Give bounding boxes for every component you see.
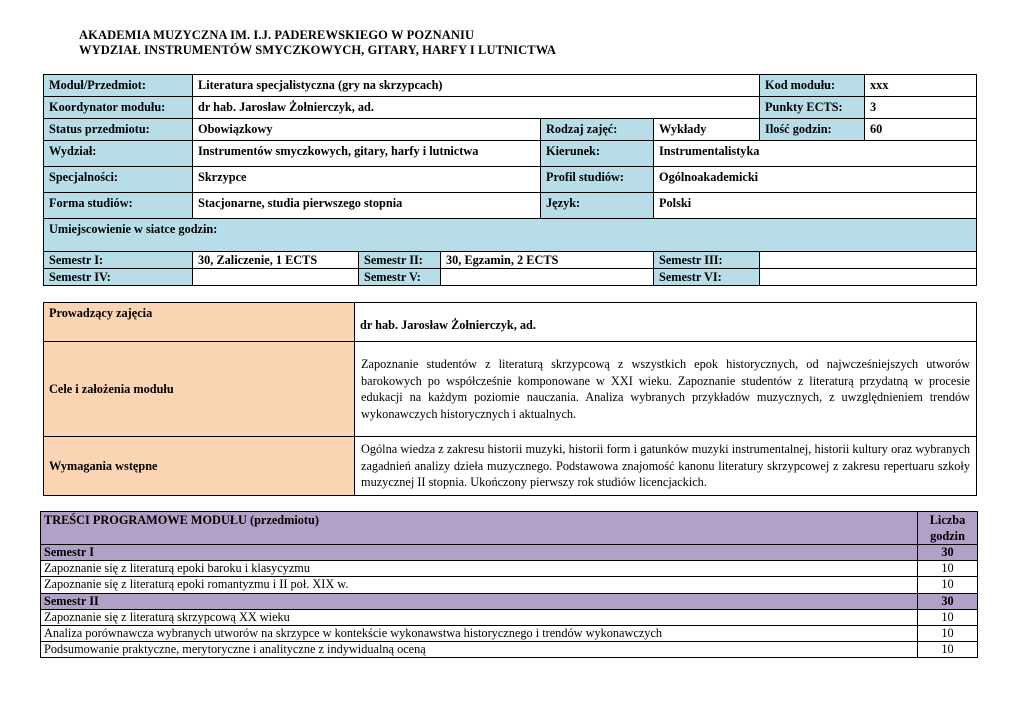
kod-value: xxx [865,75,977,97]
ects-label: Punkty ECTS: [760,97,865,119]
sem4-label: Semestr IV: [44,269,193,286]
jezyk-label: Język: [541,193,654,219]
godzin-label: Ilość godzin: [760,119,865,141]
forma-value: Stacjonarne, studia pierwszego stopnia [193,193,541,219]
topic-hours: 10 [918,577,978,594]
academy-name: AKADEMIA MUZYCZNA IM. I.J. PADEREWSKIEGO W POZNANIU [79,28,475,42]
wydzial-value: Instrumentów smyczkowych, gitary, harfy i lutnictwa [193,141,541,167]
wymagania-value: Ogólna wiedza z zakresu historii muzyki, historii form i gatunków muzyki instrumentalnej, historii kultury oraz wybranych zagadnień analizy dzieła muzycznego. Podstawowa znajomość kanonu literatury skrzypcowej z zakresu repertuaru szkoły muzycznej II stopnia. Ukończony pierwszy rok studiów licencjackich. [355,437,977,496]
semester-1-total: 30 [918,545,978,561]
sem6-value [760,269,977,286]
status-label: Status przedmiotu: [44,119,193,141]
profil-label: Profil studiów: [541,167,654,193]
rodzaj-value: Wykłady [654,119,760,141]
topic-hours: 10 [918,642,978,658]
profil-value: Ogólnoakademicki [654,167,977,193]
sem5-label: Semestr V: [359,269,441,286]
sem5-value [441,269,654,286]
kierunek-label: Kierunek: [541,141,654,167]
cele-label: Cele i założenia modułu [44,342,355,437]
sem2-value: 30, Egzamin, 2 ECTS [441,252,654,269]
forma-label: Forma studiów: [44,193,193,219]
module-info-table [43,74,977,286]
koordynator-value: dr hab. Jarosław Żołnierczyk, ad. [193,97,760,119]
specjalnosci-label: Specjalności: [44,167,193,193]
hours-header [918,512,978,545]
wymagania-label: Wymagania wstępne [44,437,355,496]
topic-row: Podsumowanie praktyczne, merytoryczne i analityczne z indywidualną oceną [41,642,918,658]
topic-hours: 10 [918,610,978,626]
prowadzacy-label: Prowadzący zajęcia [44,303,355,342]
sem2-label: Semestr II: [359,252,441,269]
hours-header-line2: godzin [930,529,965,543]
cele-value: Zapoznanie studentów z literaturą skrzypcową z wszystkich epok historycznych, od najwcześniejszych utworów barokowych po współcześnie komponowane w XXI wieku. Zapoznanie studentów z literaturą przydatną w procesie edukacji na każdym poziomie nauczania. Analiza wybranych przykładów muzycznych, z uwzględnieniem trendów wykonawczych historycznych i aktualnych. [355,342,977,437]
modul-label: Moduł/Przedmiot: [44,75,193,97]
semester-2-total: 30 [918,594,978,610]
koordynator-label: Koordynator modułu: [44,97,193,119]
sem1-label: Semestr I: [44,252,193,269]
sem4-value [193,269,359,286]
topic-row: Zapoznanie się z literaturą epoki baroku i klasycyzmu [41,561,918,577]
sem6-label: Semestr VI: [654,269,760,286]
rodzaj-label: Rodzaj zajęć: [541,119,654,141]
semester-2-header: Semestr II [41,594,918,610]
topic-row: Zapoznanie się z literaturą skrzypcową XX wieku [41,610,918,626]
kierunek-value: Instrumentalistyka [654,141,977,167]
topic-row: Zapoznanie się z literaturą epoki romantyzmu i II poł. XIX w. [41,577,918,594]
kod-label: Kod modułu: [760,75,865,97]
umiejscowienie-label: Umiejscowienie w siatce godzin: [44,219,977,252]
wydzial-label: Wydział: [44,141,193,167]
program-title: TREŚCI PROGRAMOWE MODUŁU (przedmiotu) [41,512,918,545]
ects-value: 3 [865,97,977,119]
prowadzacy-value: dr hab. Jarosław Żołnierczyk, ad. [355,303,977,342]
topic-row: Analiza porównawcza wybranych utworów na skrzypce w kontekście wykonawstwa historycznego i trendów wykonawczych [41,626,918,642]
hours-header-line1: Liczba [929,513,966,527]
specjalnosci-value: Skrzypce [193,167,541,193]
program-content-table [40,511,978,658]
status-value: Obowiązkowy [193,119,541,141]
module-details-table [43,302,977,496]
topic-hours: 10 [918,561,978,577]
jezyk-value: Polski [654,193,977,219]
modul-value: Literatura specjalistyczna (gry na skrzypcach) [193,75,760,97]
topic-hours: 10 [918,626,978,642]
faculty-name: WYDZIAŁ INSTRUMENTÓW SMYCZKOWYCH, GITARY, HARFY I LUTNICTWA [79,43,557,57]
sem3-value [760,252,977,269]
godzin-value: 60 [865,119,977,141]
sem3-label: Semestr III: [654,252,760,269]
semester-1-header: Semestr I [41,545,918,561]
sem1-value: 30, Zaliczenie, 1 ECTS [193,252,359,269]
